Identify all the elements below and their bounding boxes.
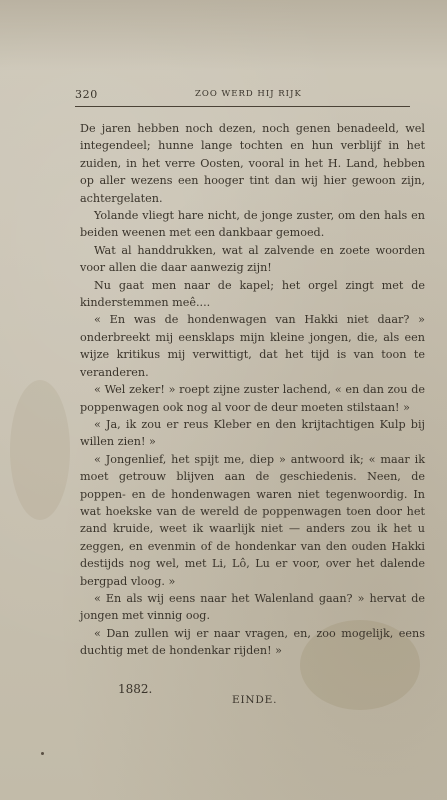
year: 1882. [118,682,153,696]
paragraph: « En was de hondenwagen van Hakki niet daar? » onderbreekt mij eensklaps mijn kleine jongen, die, als een wijze kritikus mij verwittigt, dat het tijd is van toon te veranderen. [80,313,425,379]
paragraph: Wat al handdrukken, wat al zalvende en zoete woorden voor allen die daar aanwezig zijn! [80,243,425,275]
running-head [75,88,405,104]
paragraph: « Wel zeker! » roept zijne zuster lachend, « en dan zou de poppenwagen ook nog al voor de deur moeten stilstaan! » [80,383,425,414]
paragraph: De jaren hebben noch dezen, noch genen benadeeld, wel integendeel; hunne lange tochten en hun verblijf in het zuiden, in het verre Oosten, vooral in het H. Land, hebben op aller wezens een hooger tint dan wij hier gewoon zijn, achtergelaten. [80,122,425,205]
paragraph: « Dan zullen wij er naar vragen, en, zoo mogelijk, eens duchtig met de hondenkar rijden! » [80,626,425,658]
page-footer [80,682,425,706]
ink-speck [41,752,44,755]
paper-stain [10,380,70,520]
header-rule [75,106,410,107]
paragraph: Yolande vliegt hare nicht, de jonge zuster, om den hals en beiden weenen met een dankbaar gemoed. [80,209,425,240]
paragraph: Nu gaat men naar de kapel; het orgel zingt met de kinderstemmen meê.... [80,278,425,310]
paragraph: « Jongenlief, het spijt me, diep » antwoord ik; « maar ik moet getrouw blijven aan de geschiedenis. Neen, de poppen- en de hondenwagen waren niet tegenwoordig. In wat hoekske van de wereld de poppenwagen toen door het zand kruide, weet ik waarlijk niet — anders zou ik het u zeggen, en evenmin of de hondenkar van den ouden Hakki destijds nog wel, met Li, Lô, Lu er voor, over het dalende bergpad vloog. » [80,452,425,588]
running-title: ZOO WERD HIJ RIJK [195,89,302,99]
page-number: 320 [75,88,98,101]
end-mark: EINDE. [232,694,278,706]
page-body [80,120,425,660]
paragraph: « En als wij eens naar het Walenland gaan? » hervat de jongen met vinnig oog. [80,591,425,623]
paragraph: « Ja, ik zou er reus Kleber en den krijtachtigen Kulp bij willen zien! » [80,417,425,449]
aged-top-edge [0,0,447,70]
